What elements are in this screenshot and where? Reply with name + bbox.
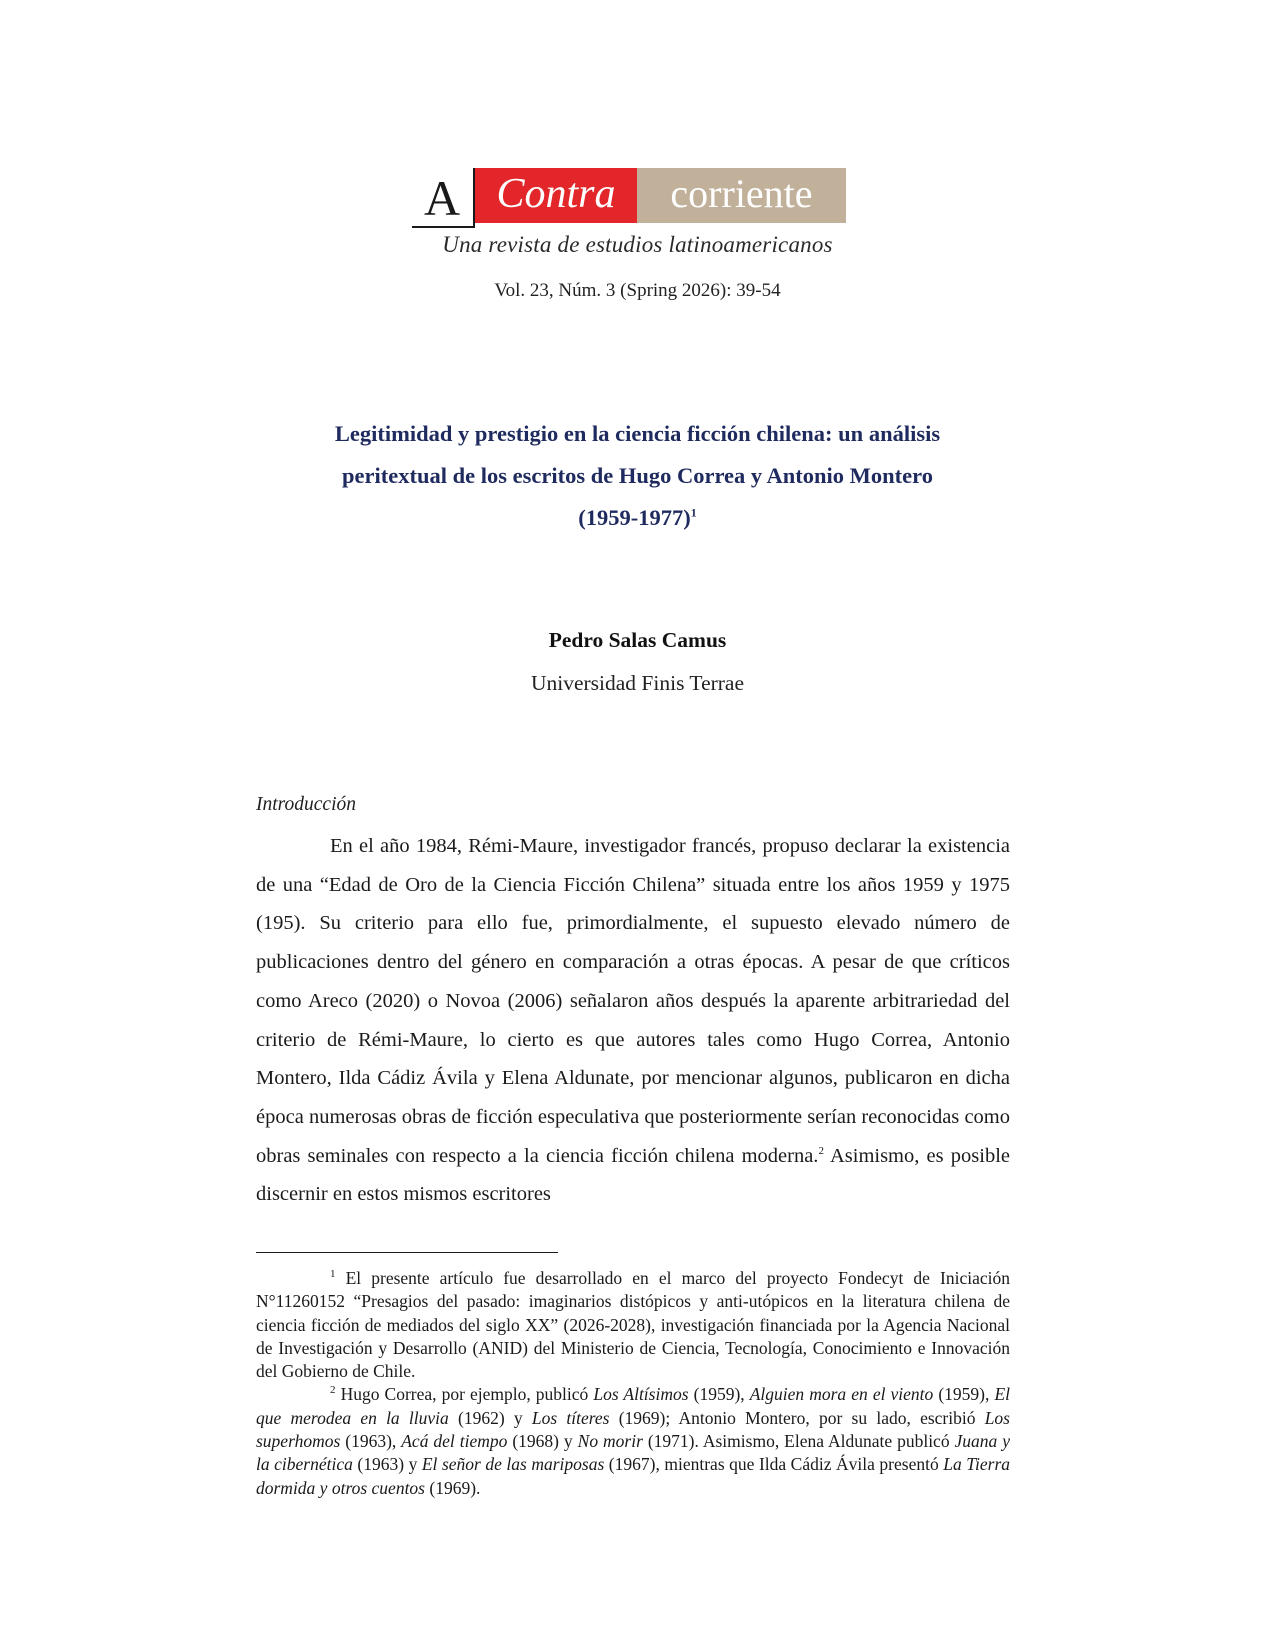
fn2-text: (1959),	[933, 1384, 995, 1405]
title-footnote-ref[interactable]: 1	[690, 505, 697, 520]
footnotes	[256, 1267, 1010, 1500]
book-title: La Tierra dormida y otros cuentos	[256, 1454, 1011, 1498]
title-line-1: Legitimidad y prestigio en la ciencia ficción chilena: un análisis	[334, 421, 941, 446]
journal-subtitle: Una revista de estudios latinoamericanos	[442, 232, 833, 257]
fn2-text: (1969).	[425, 1477, 481, 1498]
logo-rule-horizontal	[412, 226, 475, 228]
fn2-text: (1962) y	[448, 1407, 532, 1428]
footnote-divider	[256, 1252, 558, 1253]
article-title	[250, 413, 1025, 539]
logo-letter-a: A	[423, 170, 461, 226]
title-line-2: peritextual de los escritos de Hugo Correa y Antonio Montero	[342, 463, 933, 488]
book-title: Los superhomos	[256, 1407, 1010, 1452]
section-heading: Introducción	[256, 794, 357, 815]
footnote-2-mark: 2	[330, 1384, 336, 1397]
footnote-2	[256, 1383, 1010, 1499]
author-name: Pedro Salas Camus	[548, 628, 727, 652]
paragraph-footnote-ref[interactable]: 2	[818, 1144, 824, 1157]
paragraph-text-cont: Asimismo, es posible discernir en estos mismos escritores	[256, 1144, 1010, 1206]
footnote-1	[256, 1267, 1010, 1383]
book-title: Acá del tiempo	[401, 1431, 508, 1452]
title-line-3: (1959-1977)	[578, 505, 691, 530]
book-title: El señor de las mariposas	[421, 1454, 605, 1475]
book-title: No morir	[577, 1431, 643, 1452]
author-affiliation: Universidad Finis Terrae	[530, 671, 745, 695]
fn2-text: (1963) y	[352, 1454, 422, 1475]
fn2-text: (1969); Antonio Montero, por su lado, escribió	[609, 1407, 985, 1428]
book-title: Los títeres	[531, 1407, 610, 1428]
logo-corriente: corriente	[637, 168, 846, 223]
footnote-1-mark: 1	[330, 1268, 336, 1281]
body-paragraph	[256, 827, 1010, 1214]
fn2-text: (1968) y	[507, 1431, 578, 1452]
book-title: Los Altísimos	[593, 1384, 689, 1405]
journal-logo	[412, 168, 846, 228]
logo-contra: Contra	[475, 168, 637, 223]
paragraph-text: En el año 1984, Rémi-Maure, investigador francés, propuso declarar la existencia de una “Edad de Oro de la Ciencia Ficción Chilena” situada entre los años 1959 y 1975 (195). Su criterio para ello fue, primordialmente, el supuesto elevado número de publicaciones dentro del género en comparación a otras épocas. A pesar de que críticos como Areco (2020) o Novoa (2006) señalaron años después la aparente arbitrariedad del criterio de Rémi-Maure, lo cierto es que autores tales como Hugo Correa, Antonio Montero, Ilda Cádiz Ávila y Elena Aldunate, por mencionar algunos, publicaron en dicha época numerosas obras de ficción especulativa que posteriormente serían reconocidas como obras seminales con respecto a la ciencia ficción chilena moderna.	[256, 835, 1010, 1167]
fn2-text: (1967), mientras que Ilda Cádiz Ávila presentó	[604, 1454, 944, 1475]
book-title: Alguien mora en el viento	[749, 1384, 934, 1405]
book-title: Juana y la cibernética	[256, 1431, 1011, 1475]
book-title: El que merodea en la lluvia	[256, 1384, 1011, 1428]
fn2-text: (1971). Asimismo, Elena Aldunate publicó	[642, 1431, 955, 1452]
fn2-text: (1963),	[340, 1431, 402, 1452]
fn2-text: (1959),	[688, 1384, 750, 1405]
fn2-text: Hugo Correa, por ejemplo, publicó	[335, 1384, 594, 1405]
issue-info: Vol. 23, Núm. 3 (Spring 2026): 39-54	[494, 280, 781, 301]
footnote-1-text: El presente artículo fue desarrollado en el marco del proyecto Fondecyt de Iniciación N°11260152 “Presagios del pasado: imaginarios distópicos y anti-utópicos en la literatura chilena de ciencia ficción de mediados del siglo XX” (2026-2028), investigación financiada por la Agencia Nacional de Investigación y Desarrollo (ANID) del Ministerio de Ciencia, Tecnología, Conocimiento e Innovación del Gobierno de Chile.	[256, 1268, 1010, 1382]
